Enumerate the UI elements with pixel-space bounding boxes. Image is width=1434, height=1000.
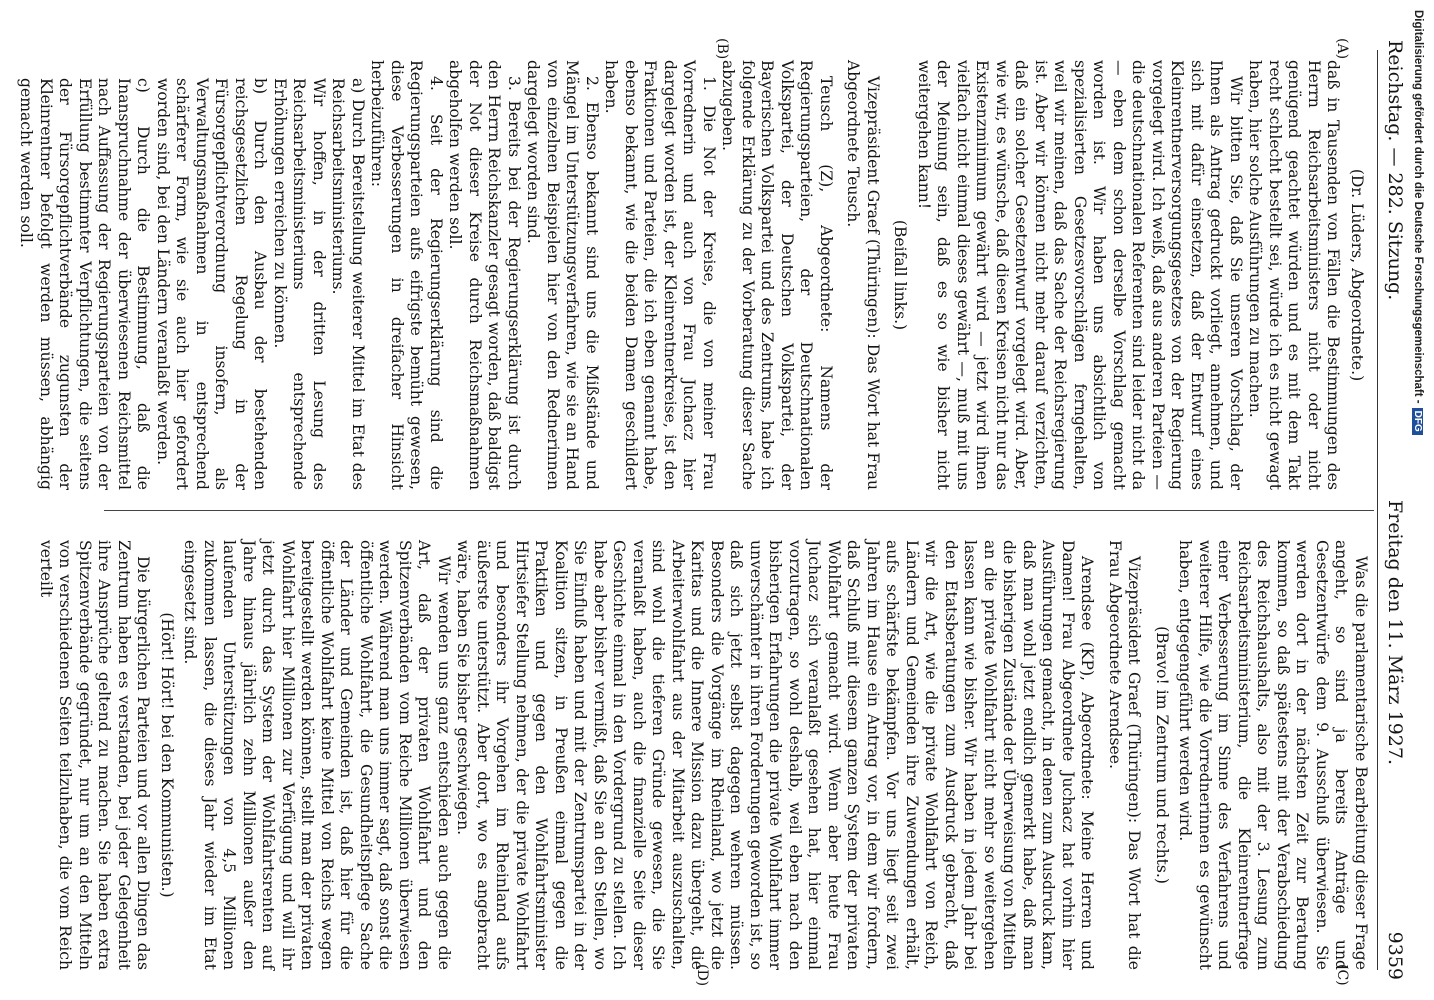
paragraph: Vizepräsident Graef (Thüringen): Das Wort hat die Frau Abgeordnete Arendsee. [1106, 540, 1144, 970]
paragraph: Wir wenden uns ganz entschieden auch gegen die Art, daß der privaten Wohlfahrt und den Spitzenverbänden vom Reiche Millionen überwiesen werden. Während man uns immer sagt, daß sonst die öffentliche Wohlfahrt, die Gesundheitspflege Sache der Länder und Gemeinden ist, daß hier für die öffentliche Wohlfahrt keine Mittel von Reichs wegen bereitgestellt werden können, stellt man der privaten Wohlfahrt hier Millionen zur Verfügung und will ihr jetzt durch das System der Wohlfahrtsrenten auf Jahre hinaus jährlich zehn Millionen außer den laufenden Unterstützungen von 4,5 Millionen zukommen lassen, die dieses Jahr wieder im Etat eingesetzt sind. [181, 540, 453, 970]
list-item: b) Durch den Ausbau der bestehenden reichsgesetzlichen Regelung in der Fürsorgepflichtverordnung insofern, als Verwaltungsmaßnahmen in entsprechend schärferer Form, wie sie auch hier gefordert worden sind, bei den Ländern veranlaßt werden. [154, 78, 270, 490]
speaker-continued: (Dr. Lüders, Abgeordnete.) [1348, 168, 1366, 382]
interjection: (Hört! Hört! bei den Kommunisten.) [158, 612, 176, 898]
interjection: (Bravo! im Zentrum und rechts.) [1153, 626, 1171, 884]
list-item: Wir hoffen, in der dritten Lesung des Reichsarbeitsministeriums entsprechende Erhöhungen erreichen zu können. [271, 78, 328, 490]
paragraph: 1. Die Not der Kreise, die von meiner Frau Vorrednerin und auch von Frau Juchacz hier dargelegt worden ist, der Kleinrentnerkreise, ist den Fraktionen und Parteien, die ich eben genannt habe, ebenso bekannt, wie die beiden Damen geschildert haben. [602, 60, 718, 490]
paragraph: Wir bitten Sie, daß Sie unseren Vorschlag, der Ihnen als Antrag gedruckt vorliegt, annehmen, und sich mit dafür einsetzen, daß der Entwurf eines Kleinrentnerversorgungsgesetzes von der Regierung vorgelegt wird. Ich weiß, daß aus anderen Parteien — die deutschnationalen Referenten sind leider nicht da — eben dem schon derselbe Vorschlag gemacht worden ist. Wir haben uns absichtlich von spezialisierten Gesetzesvorschlägen ferngehalten, weil wir meinen, daß das Sache der Reichsregierung ist. Aber wir können nicht mehr darauf verzichten, daß ein solcher Gesetzentwurf vorgelegt wird. Aber, wie wir, es wünsche, daß diesen Kreisen nicht nur das Existenzminimum gewährt wird — jetzt wird ihnen vielfach nicht einmal dieses gewährt —, muß mit uns der Meinung sein, daß es so wie bisher nicht weitergehen kann! [915, 60, 1245, 490]
header-center: Freitag den 11. März 1927. [1384, 500, 1406, 765]
paragraph: 2. Ebenso bekannt sind uns die Mißstände und Mängel im Unterstützungsverfahren, wie sie an Hand von einzelnen Beispielen hier von den Rednerinnen dargelegt worden sind. [524, 60, 601, 490]
running-header [1378, 40, 1406, 980]
margin-mark-d: (D) [694, 964, 710, 987]
interjection: (Beifall links.) [891, 219, 910, 331]
dfg-logo: DFG [1412, 408, 1423, 435]
margin-mark-b: (B) [714, 38, 730, 60]
document-page [17, 30, 1410, 990]
margin-mark-a: (A) [1334, 38, 1350, 60]
paragraph: daß in Tausenden von Fällen die Bestimmungen des Herrn Reichsarbeitsministers nicht oder nicht genügend geachtet würden und es mit dem Takt recht schlecht bestellt sei, würde ich es nicht gewagt haben, hier solche Ausführungen zu machen. [1246, 60, 1343, 490]
header-rule [1377, 50, 1378, 970]
paragraph: Vizepräsident Graef (Thüringen): Das Wort hat Frau Abgeordnete Teusch. [844, 60, 882, 490]
margin-mark-c: (C) [1334, 964, 1350, 986]
credit-text: Digitalisierung gefördert durch die Deutsche Forschungsgemeinschaft - [1412, 10, 1424, 404]
paragraph: Teusch (Z), Abgeordnete: Namens der Regierungsparteien, der Deutschnationalen Volkspartei, der Deutschen Volkspartei, der Bayerischen Volkspartei und des Zentrums, habe ich folgende Erklärung zu der Vorberatung dieser Sache abzugeben. [719, 60, 835, 490]
list-item: a) Durch Bereitstellung weiterer Mittel im Etat des Reichsarbeitsministeriums. [329, 78, 367, 490]
list-item: c) Durch die Bestimmung, daß die Inanspruchnahme der überwiesenen Reichsmittel nach Auffassung der Regierungsparteien von der Erfüllung bestimmter Verpflichtungen, die seitens der Fürsorgepflichtverbände zugunsten der Kleinrentner befolgt werden müssen, abhängig gemacht werden soll. [17, 78, 153, 490]
right-column [36, 540, 1371, 970]
paragraph: Was die parlamentarische Bearbeitung dieser Frage angeht, so sind ja bereits Anträge und Gesetzentwürfe dem 9. Ausschuß überwiesen. Sie werden dort in der nächsten Zeit zur Beratung kommen, so daß spätestens mit der Verabschiedung des Reichshaushalts, also mit der 3. Lesung zum Reichsarbeitsministerium, die Kleinrentnerfrage einer Verbesserung im Sinne des Verfahrens und weiterer Hilfe, wie die Vorrednerinnen es gewünscht haben, entgegengeführt werden wird. [1176, 540, 1370, 970]
header-left: Reichstag. — 282. Sitzung. [1384, 40, 1406, 301]
paragraph: 3. Bereits bei der Regierungserklärung ist durch den Herrn Reichskanzler gesagt worden, daß baldigst der Not dieser Kreise durch Reichsmaßnahmen abgeholfen werden soll. [446, 60, 523, 490]
page-number: 9359 [1384, 931, 1406, 980]
left-column [16, 60, 1370, 490]
paragraph: 4. Seit der Regierungserklärung sind die Regierungsparteien aufs eifrigste bemüht gewesen, diese Verbesserungen in dreifacher Hinsicht herbeizuführen: [368, 60, 445, 490]
paragraph: Arendsee (KP), Abgeordnete: Meine Herren und Damen! Frau Abgeordnete Juchacz hat vorhin hier Ausführungen gemacht, in denen zum Ausdruck kam, daß man wohl jetzt endlich gemerkt habe, daß man die bisherigen Zustände der Überweisung von Mitteln an die private Wohlfahrt nicht mehr so weitergehen lassen kann wie bisher. Wir haben in jedem Jahr bei den Etatsberatungen zum Ausdruck gebracht, daß wir die Art, wie die private Wohlfahrt von Reich, Ländern und Gemeinden ihre Zuwendungen erhält, aufs schärfste bekämpfen. Vor uns liegt seit zwei Jahren im Hause ein Antrag vor, in dem wir fordern, daß Schluß mit diesem ganzen System der privaten Wohlfahrt gemacht wird. Wenn aber heute Frau Juchacz sich veranlaßt gesehen hat, hier einmal vorzutragen, so wohl deshalb, weil eben nach den bisherigen Erfahrungen die private Wohlfahrt immer unverschämter in ihren Forderungen geworden ist, so daß sich jetzt selbst dagegen wehren müssen. Besonders die Vorgänge im Rheinland, wo jetzt die Karitas und die Innere Mission dazu übergeht, die Arbeiterwohlfahrt aus der Mitarbeit auszuschalten, sind wohl die tieferen Gründe gewesen, die Sie veranlaßt haben, auch die finanzielle Seite dieser Geschichte einmal in den Vordergrund zu stellen. Ich habe aber bisher vermißt, daß Sie an den Stellen, wo Sie Einfluß haben und mit der Zentrumspartei in der Koalition sitzen, in Preußen einmal gegen die Praktiken und gegen den Wohlfahrtsminister Hirtsiefer Stellung nehmen, der die private Wohlfahrt und besonders ihr Vorgehen im Rheinland aufs äußerste unterstützt. Aber dort, wo es angebracht wäre, haben Sie bisher geschwiegen. [454, 540, 1097, 970]
column-divider [104, 510, 1374, 511]
digitization-credit [1412, 10, 1424, 435]
paragraph: Die bürgerlichen Parteien und vor allen Dingen das Zentrum haben es verstanden, bei jeder Gelegenheit ihre Ansprüche geltend zu machen. Sie haben extra Spitzenverbände gegründet, nur um an den Mitteln von verschiedenen Seiten teilzuhaben, die vom Reich verteilt [37, 540, 153, 970]
